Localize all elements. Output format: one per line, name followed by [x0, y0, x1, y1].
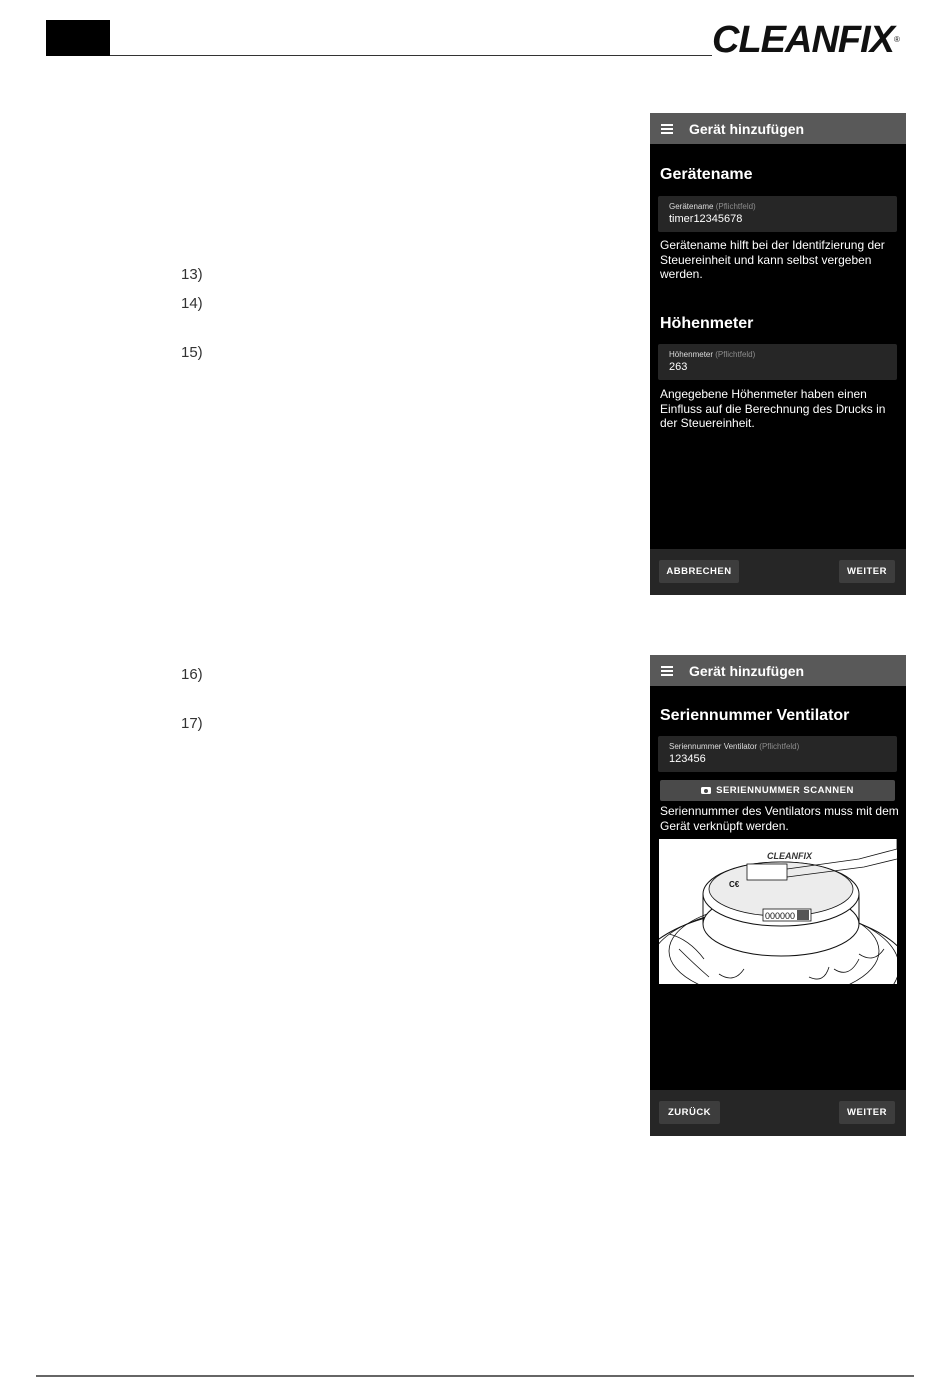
- svg-text:C€: C€: [729, 880, 740, 889]
- menu-icon[interactable]: [661, 124, 673, 133]
- fan-label-illustration: [659, 839, 897, 984]
- step-17: 17): [181, 715, 203, 732]
- footer-rule: [36, 1375, 914, 1377]
- fan-serial-heading: Seriennummer Ventilator: [660, 707, 850, 724]
- back-button[interactable]: ZURÜCK: [659, 1101, 720, 1124]
- altitude-value[interactable]: 263: [669, 361, 688, 373]
- fan-serial-value[interactable]: 123456: [669, 753, 706, 765]
- step-14: 14): [181, 295, 203, 312]
- device-name-field-label: Gerätename (Pflichtfeld): [669, 202, 756, 211]
- altitude-field-label: Höhenmeter (Pflichtfeld): [669, 350, 756, 359]
- svg-text:000000: 000000: [765, 911, 796, 921]
- app-bar-title: Gerät hinzufügen: [689, 120, 805, 137]
- bottom-action-bar: [650, 1090, 906, 1136]
- fan-serial-help-text: Seriennummer des Ventilators muss mit dem Gerät verknüpft werden.: [660, 804, 899, 833]
- device-name-help-text: Gerätename hilft bei der Identifzierung der Steuereinheit und kann selbst vergeben werden.: [660, 238, 885, 281]
- app-bar-title: Gerät hinzufügen: [689, 662, 805, 679]
- phone-screen-serial-number: [650, 655, 906, 1136]
- menu-icon[interactable]: [661, 666, 673, 675]
- app-bar: [650, 655, 906, 686]
- cancel-button[interactable]: ABBRECHEN: [659, 560, 739, 583]
- phone-screen-device-name: [650, 113, 906, 595]
- altitude-heading: Höhenmeter: [660, 315, 754, 332]
- cleanfix-logo: CLEANFIX®: [712, 19, 899, 61]
- bottom-action-bar: [650, 549, 906, 595]
- fan-serial-field-label: Seriennummer Ventilator (Pflichtfeld): [669, 742, 800, 751]
- svg-text:CLEANFIX: CLEANFIX: [767, 851, 812, 861]
- altitude-help-text: Angegebene Höhenmeter haben einen Einfluss auf die Berechnung des Drucks in der Steuereinheit.: [660, 387, 886, 430]
- step-13: 13): [181, 266, 203, 283]
- device-name-value[interactable]: timer12345678: [669, 213, 743, 225]
- device-name-heading: Gerätename: [660, 166, 753, 183]
- scan-serial-button[interactable]: [660, 780, 895, 801]
- header-rule: [110, 55, 712, 56]
- altitude-field[interactable]: [658, 344, 897, 380]
- app-bar: [650, 113, 906, 144]
- step-16: 16): [181, 666, 203, 683]
- header-black-block: [46, 20, 110, 56]
- next-button[interactable]: WEITER: [839, 1101, 895, 1124]
- device-name-field[interactable]: [658, 196, 897, 232]
- camera-icon: [701, 787, 711, 794]
- next-button[interactable]: WEITER: [839, 560, 895, 583]
- scan-serial-label: SERIENNUMMER SCANNEN: [716, 785, 854, 796]
- fan-serial-field[interactable]: [658, 736, 897, 772]
- step-15: 15): [181, 344, 203, 361]
